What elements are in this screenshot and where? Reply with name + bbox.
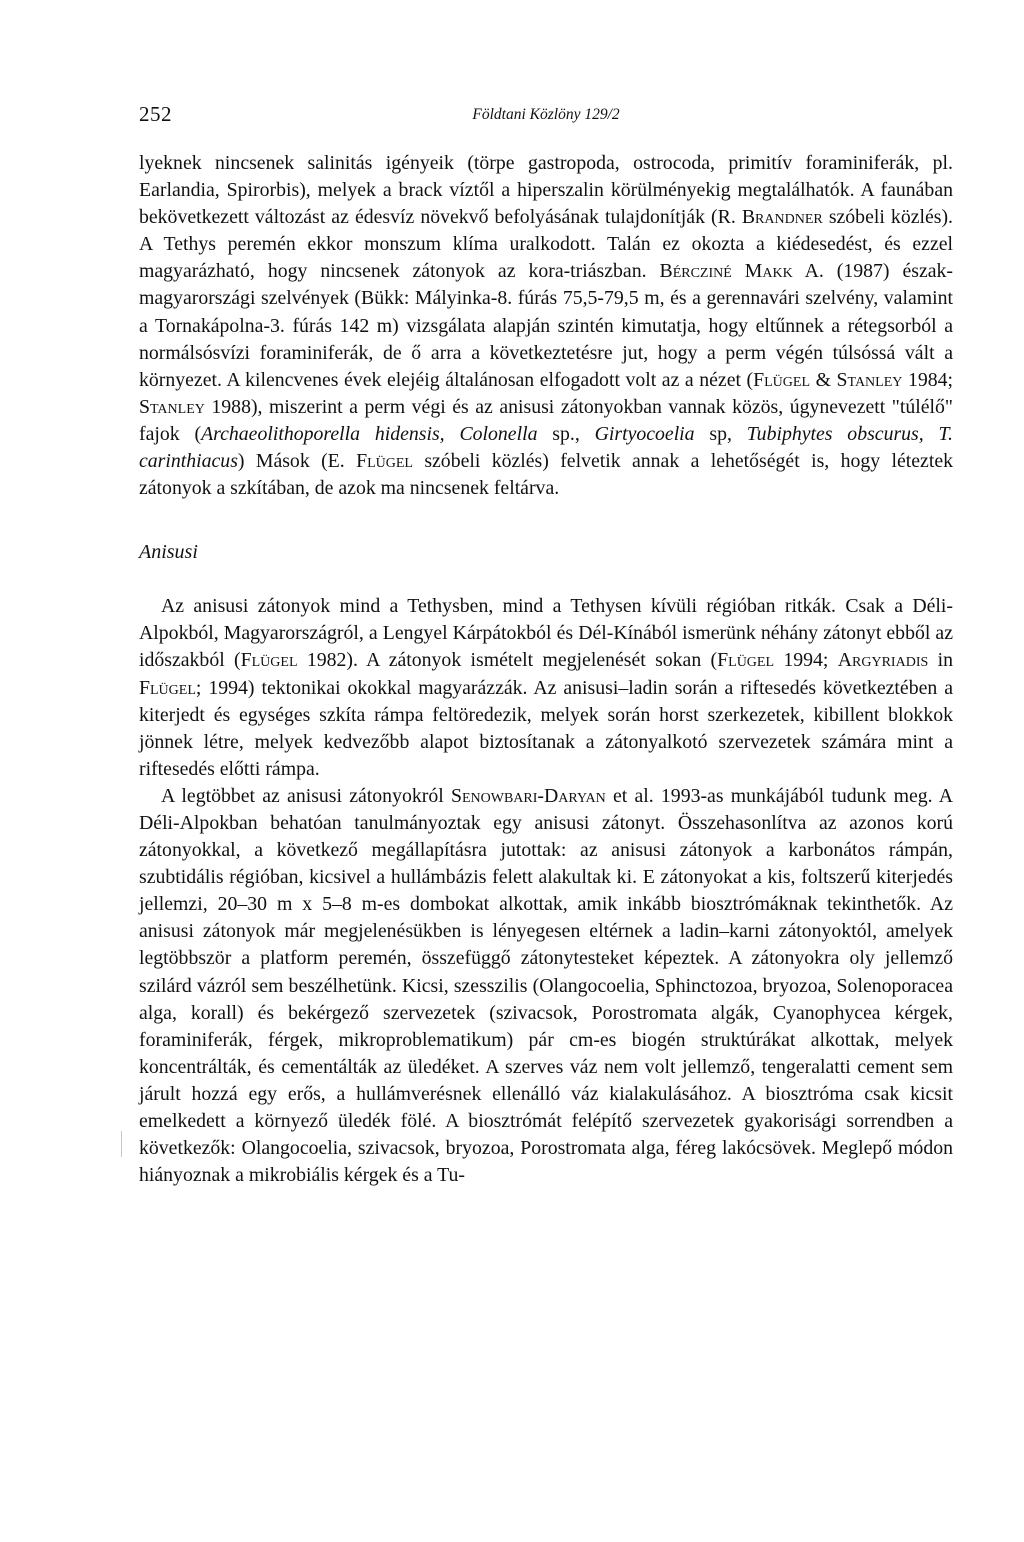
taxon-name: Girtyocoelia [594,422,695,445]
author-name: Bércziné Makk [659,260,793,283]
author-name: Stanley [836,368,903,391]
author-name: Flügel [240,649,298,672]
text-run: 1984; [902,368,953,391]
author-name: Senowbari-Daryan [450,784,606,807]
author-name: Stanley [139,395,205,418]
paragraph-p3 [139,783,953,1189]
text-run: et al. 1993-as munkájából tudunk meg. A Déli-Alpokban behatóan tanulmányoztak egy anisusi zátonyt. Összehasonlítva az azonos korú zátonyokkal, a következő megállapításra jutottak: az anisusi zátonyok a karbonátos rámpán, szubtidális régióban, kicsivel a hullámbázis felett alakultak ki. E zátonyokat a kis, foltszerű kiterjedés jellemzi, 20–30 m x 5–8 m-es dombokat alkottak, amik inkább biosztrómáknak tekinthetők. Az anisusi zátonyok már megjelenésükben is lényegesen eltérnek a ladin–karni zátonyoktól, amelyek legtöbbször a platform peremén, összefüggő zátonytesteket képeztek. A zátonyokra oly jellemző szilárd vázról sem beszélhetünk. Kicsi, szesszilis (Olangocoelia, Sphinctozoa, bryozoa, Solenoporacea alga, korall) és bekérgező szervezetek (szivacsok, Porostromata algák, Cyanophycea kérgek, foraminiferák, férgek, mikroproblematikum) pár cm-es biogén struktúrákat alkottak, melyek koncentrálták, és cementálták az üledéket. A szerves váz nem volt jellemző, tengeralatti cement sem járult hozzá egy erős, a hullámverésnek ellenálló váz kialakulásához. A biosztróma csak kicsit emelkedett a környező üledék fölé. A biosztrómát felépítő szervezetek gyakorisági sorrendben a következők: Olangocoelia, szivacsok, bryozoa, Porostromata alga, féreg lakócsövek. Meglepő módon hiányoznak a mikrobiális kérgek és a Tu- [139,784,953,1187]
text-run: sp, [694,422,747,445]
section-heading: Anisusi [139,541,198,564]
author-name: Flügel [356,450,413,473]
text-run: szóbeli közlés) felvetik annak a lehetőségét is, hogy léteztek zátonyok a szkítában, de azok ma nincsenek feltárva. [139,450,954,500]
paragraph-p2 [139,593,953,783]
taxon-name: Archaeolithoporella hidensis, Colonella [201,422,538,445]
text-run: szóbeli közlés). A Tethys peremén ekkor monszum klíma uralkodott. Talán ez okozta a kiédesedést, és ezzel magyarázható, hogy nincsenek zátonyok az kora-triászban. [139,206,953,283]
document-page [139,100,953,1189]
text-run: & [810,368,837,391]
page-number: 252 [139,102,172,126]
paragraph-p1 [139,150,953,502]
margin-mark [121,1131,122,1157]
text-run: ; 1994) tektonikai okokkal magyarázzák. Az anisusi–ladin során a riftesedés következtében a kiterjedt és egységes szkíta rámpa feltöredezik, melyek során horst szerkezetek, kibillent blokkok jönnek létre, melyek kedvezőbb alapot biztosítanak a zátonyalkotó szervezetek számára mint a riftesedés előtti rámpa. [139,676,953,780]
text-run: sp., [537,422,595,445]
author-name: Flügel [139,676,196,699]
author-name: Flügel [753,368,811,391]
text-run: A. (1987) észak-magyarországi szelvények (Bükk: Mályinka-8. fúrás 75,5-79,5 m, és a gerennavári szelvény, valamint a Tornakápolna-3. fúrás 142 m) vizsgálata alapján szintén kimutatja, hogy eltűnnek a rétegsorból a normálsósvízi foraminiferák, de ő arra a következtetésre jut, hogy a perm végén túlsóssá vált a környezet. A kilencvenes évek elejéig általánosan elfogadott volt az a nézet ( [139,260,953,391]
journal-title: Földtani Közlöny 129/2 [472,106,620,123]
body-text [139,150,953,1189]
text-run: 1994; [774,649,838,672]
text-run: 1988), miszerint a perm végi és az anisusi zátonyokban vannak közös, úgynevezett "túlélő" fajok ( [139,395,953,445]
running-header [139,100,953,134]
text-run: lyeknek nincsenek salinitás igényeik (törpe gastropoda, ostrocoda, primitív foraminiferák, pl. Earlandia, Spirorbis), melyek a brack víztől a hiperszalin körülményekig megtalálhatók. A faunában bekövetkezett változást az édesvíz növekvő befolyásának tulajdonítják (R. [139,152,953,229]
text-run: Az anisusi zátonyok mind a Tethysben, mind a Tethysen kívüli régióban ritkák. Csak a Déli-Alpokból, Magyarországról, a Lengyel Kárpátokból és Dél-Kínából ismerünk néhány zátonyt ebből az időszakból ( [139,595,953,672]
taxon-name: Tubiphytes obscurus, T. carinthiacus [139,422,953,473]
text-run: in [928,649,953,672]
author-name: Argyriadis [837,649,929,672]
author-name: Flügel [717,649,775,672]
author-name: Brandner [741,206,823,229]
text-run: 1982). A zátonyok ismételt megjelenését sokan ( [297,649,718,672]
text-run: ) Mások (E. [237,450,357,473]
text-run: A legtöbbet az anisusi zátonyokról [161,784,451,807]
